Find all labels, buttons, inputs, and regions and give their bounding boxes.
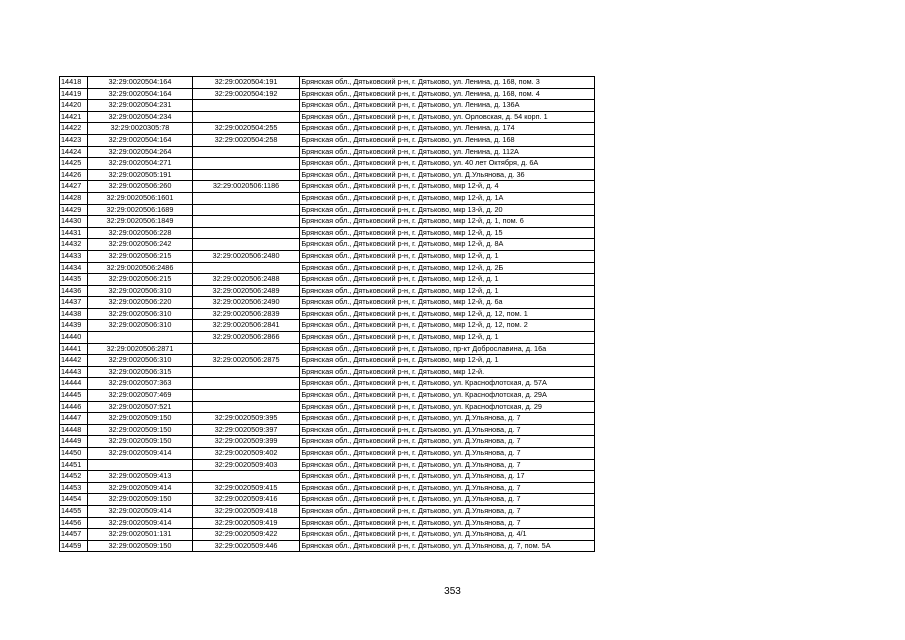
row-number-cell: 14424 [60, 146, 88, 158]
row-number-cell: 14432 [60, 239, 88, 251]
cadastral-number-cell: 32:29:0020506:1849 [88, 216, 193, 228]
table-row [60, 471, 595, 483]
address-cell: Брянская обл., Дятьковский р-н, г. Дятьково, ул. Краснофлотская, д. 29А [300, 390, 595, 402]
table-row [60, 204, 595, 216]
address-cell: Брянская обл., Дятьковский р-н, г. Дятьково, ул. Д.Ульянова, д. 7 [300, 413, 595, 425]
cadastral-number-cell: 32:29:0020506:215 [88, 274, 193, 286]
table-row [60, 239, 595, 251]
row-number-cell: 14427 [60, 181, 88, 193]
table-row [60, 529, 595, 541]
table-row [60, 505, 595, 517]
cadastral-number-cell: 32:29:0020506:242 [88, 239, 193, 251]
row-number-cell: 14419 [60, 88, 88, 100]
address-cell: Брянская обл., Дятьковский р-н, г. Дятьково, мкр 12-й, д. 15 [300, 227, 595, 239]
related-cadastral-number-cell: 32:29:0020506:2488 [192, 274, 300, 286]
address-cell: Брянская обл., Дятьковский р-н, г. Дятьково, мкр 12-й, д. 12, пом. 2 [300, 320, 595, 332]
related-cadastral-number-cell: 32:29:0020506:2490 [192, 297, 300, 309]
table-row [60, 227, 595, 239]
address-cell: Брянская обл., Дятьковский р-н, г. Дятьково, ул. Д.Ульянова, д. 7, пом. 5А [300, 540, 595, 552]
related-cadastral-number-cell [192, 343, 300, 355]
cadastral-number-cell: 32:29:0020506:310 [88, 308, 193, 320]
table-row [60, 424, 595, 436]
row-number-cell: 14442 [60, 355, 88, 367]
related-cadastral-number-cell: 32:29:0020506:2866 [192, 332, 300, 344]
table-row [60, 413, 595, 425]
related-cadastral-number-cell: 32:29:0020509:402 [192, 448, 300, 460]
address-cell: Брянская обл., Дятьковский р-н, г. Дятьково, ул. Д.Ульянова, д. 7 [300, 448, 595, 460]
records-table [59, 76, 595, 552]
row-number-cell: 14459 [60, 540, 88, 552]
table-row [60, 494, 595, 506]
cadastral-number-cell [88, 459, 193, 471]
address-cell: Брянская обл., Дятьковский р-н, г. Дятьково, ул. Д.Ульянова, д. 7 [300, 424, 595, 436]
related-cadastral-number-cell: 32:29:0020509:419 [192, 517, 300, 529]
related-cadastral-number-cell [192, 366, 300, 378]
related-cadastral-number-cell [192, 146, 300, 158]
row-number-cell: 14449 [60, 436, 88, 448]
cadastral-number-cell: 32:29:0020504:234 [88, 111, 193, 123]
table-row [60, 181, 595, 193]
cadastral-number-cell: 32:29:0020509:150 [88, 413, 193, 425]
table-row [60, 308, 595, 320]
row-number-cell: 14423 [60, 134, 88, 146]
address-cell: Брянская обл., Дятьковский р-н, г. Дятьково, ул. Д.Ульянова, д. 7 [300, 494, 595, 506]
row-number-cell: 14444 [60, 378, 88, 390]
address-cell: Брянская обл., Дятьковский р-н, г. Дятьково, мкр 12-й, д. 12, пом. 1 [300, 308, 595, 320]
address-cell: Брянская обл., Дятьковский р-н, г. Дятьково, ул. Ленина, д. 136А [300, 100, 595, 112]
row-number-cell: 14431 [60, 227, 88, 239]
row-number-cell: 14447 [60, 413, 88, 425]
cadastral-number-cell: 32:29:0020506:1601 [88, 192, 193, 204]
row-number-cell: 14434 [60, 262, 88, 274]
cadastral-number-cell: 32:29:0020506:220 [88, 297, 193, 309]
address-cell: Брянская обл., Дятьковский р-н, г. Дятьково, ул. Ленина, д. 168, пом. 4 [300, 88, 595, 100]
address-cell: Брянская обл., Дятьковский р-н, г. Дятьково, мкр 12-й, д. 1 [300, 250, 595, 262]
cadastral-number-cell: 32:29:0020506:2486 [88, 262, 193, 274]
cadastral-number-cell: 32:29:0020509:150 [88, 494, 193, 506]
related-cadastral-number-cell: 32:29:0020509:415 [192, 482, 300, 494]
address-cell: Брянская обл., Дятьковский р-н, г. Дятьково, пр-кт Доброславина, д. 16а [300, 343, 595, 355]
related-cadastral-number-cell: 32:29:0020509:397 [192, 424, 300, 436]
address-cell: Брянская обл., Дятьковский р-н, г. Дятьково, ул. Д.Ульянова, д. 7 [300, 459, 595, 471]
row-number-cell: 14436 [60, 285, 88, 297]
row-number-cell: 14453 [60, 482, 88, 494]
row-number-cell: 14440 [60, 332, 88, 344]
related-cadastral-number-cell [192, 401, 300, 413]
cadastral-number-cell [88, 332, 193, 344]
row-number-cell: 14456 [60, 517, 88, 529]
address-cell: Брянская обл., Дятьковский р-н, г. Дятьково, мкр 12-й, д. 1, пом. 6 [300, 216, 595, 228]
cadastral-number-cell: 32:29:0020506:260 [88, 181, 193, 193]
related-cadastral-number-cell [192, 262, 300, 274]
row-number-cell: 14443 [60, 366, 88, 378]
table-row [60, 517, 595, 529]
cadastral-number-cell: 32:29:0020504:231 [88, 100, 193, 112]
table-row [60, 285, 595, 297]
row-number-cell: 14437 [60, 297, 88, 309]
row-number-cell: 14451 [60, 459, 88, 471]
cadastral-number-cell: 32:29:0020506:310 [88, 320, 193, 332]
cadastral-number-cell: 32:29:0020509:150 [88, 540, 193, 552]
table-row [60, 274, 595, 286]
row-number-cell: 14418 [60, 77, 88, 89]
row-number-cell: 14441 [60, 343, 88, 355]
cadastral-number-cell: 32:29:0020504:164 [88, 88, 193, 100]
row-number-cell: 14454 [60, 494, 88, 506]
related-cadastral-number-cell [192, 216, 300, 228]
table-row [60, 459, 595, 471]
related-cadastral-number-cell: 32:29:0020504:192 [192, 88, 300, 100]
address-cell: Брянская обл., Дятьковский р-н, г. Дятьково, мкр 12-й, д. 4 [300, 181, 595, 193]
row-number-cell: 14450 [60, 448, 88, 460]
address-cell: Брянская обл., Дятьковский р-н, г. Дятьково, ул. Краснофлотская, д. 29 [300, 401, 595, 413]
table-row [60, 540, 595, 552]
related-cadastral-number-cell [192, 111, 300, 123]
related-cadastral-number-cell [192, 192, 300, 204]
table-row [60, 77, 595, 89]
table-row [60, 390, 595, 402]
table-row [60, 146, 595, 158]
related-cadastral-number-cell: 32:29:0020509:403 [192, 459, 300, 471]
address-cell: Брянская обл., Дятьковский р-н, г. Дятьково, ул. Ленина, д. 174 [300, 123, 595, 135]
related-cadastral-number-cell [192, 100, 300, 112]
address-cell: Брянская обл., Дятьковский р-н, г. Дятьково, мкр 12-й, д. 1 [300, 274, 595, 286]
cadastral-number-cell: 32:29:0020504:271 [88, 158, 193, 170]
table-row [60, 192, 595, 204]
row-number-cell: 14457 [60, 529, 88, 541]
row-number-cell: 14421 [60, 111, 88, 123]
related-cadastral-number-cell [192, 471, 300, 483]
cadastral-number-cell: 32:29:0020506:310 [88, 355, 193, 367]
cadastral-number-cell: 32:29:0020504:164 [88, 134, 193, 146]
table-row [60, 216, 595, 228]
address-cell: Брянская обл., Дятьковский р-н, г. Дятьково, ул. Д.Ульянова, д. 36 [300, 169, 595, 181]
address-cell: Брянская обл., Дятьковский р-н, г. Дятьково, ул. Краснофлотская, д. 57А [300, 378, 595, 390]
address-cell: Брянская обл., Дятьковский р-н, г. Дятьково, ул. Д.Ульянова, д. 7 [300, 482, 595, 494]
address-cell: Брянская обл., Дятьковский р-н, г. Дятьково, мкр 13-й, д. 20 [300, 204, 595, 216]
address-cell: Брянская обл., Дятьковский р-н, г. Дятьково, мкр 12-й, д. 6а [300, 297, 595, 309]
related-cadastral-number-cell: 32:29:0020506:2875 [192, 355, 300, 367]
related-cadastral-number-cell [192, 158, 300, 170]
related-cadastral-number-cell [192, 239, 300, 251]
row-number-cell: 14435 [60, 274, 88, 286]
table-row [60, 401, 595, 413]
related-cadastral-number-cell: 32:29:0020509:399 [192, 436, 300, 448]
table-row [60, 436, 595, 448]
row-number-cell: 14429 [60, 204, 88, 216]
table-row [60, 355, 595, 367]
address-cell: Брянская обл., Дятьковский р-н, г. Дятьково, ул. Д.Ульянова, д. 17 [300, 471, 595, 483]
related-cadastral-number-cell: 32:29:0020509:416 [192, 494, 300, 506]
table-row [60, 378, 595, 390]
related-cadastral-number-cell: 32:29:0020506:2489 [192, 285, 300, 297]
address-cell: Брянская обл., Дятьковский р-н, г. Дятьково, мкр 12-й. [300, 366, 595, 378]
table-row [60, 123, 595, 135]
row-number-cell: 14428 [60, 192, 88, 204]
table-row [60, 134, 595, 146]
cadastral-number-cell: 32:29:0020509:413 [88, 471, 193, 483]
related-cadastral-number-cell [192, 390, 300, 402]
row-number-cell: 14439 [60, 320, 88, 332]
related-cadastral-number-cell: 32:29:0020504:255 [192, 123, 300, 135]
cadastral-number-cell: 32:29:0020506:315 [88, 366, 193, 378]
address-cell: Брянская обл., Дятьковский р-н, г. Дятьково, ул. Ленина, д. 168 [300, 134, 595, 146]
row-number-cell: 14426 [60, 169, 88, 181]
cadastral-number-cell: 32:29:0020509:414 [88, 448, 193, 460]
cadastral-number-cell: 32:29:0020509:414 [88, 482, 193, 494]
related-cadastral-number-cell [192, 169, 300, 181]
row-number-cell: 14446 [60, 401, 88, 413]
cadastral-number-cell: 32:29:0020506:215 [88, 250, 193, 262]
table-row [60, 448, 595, 460]
records-table-body [60, 77, 595, 552]
related-cadastral-number-cell: 32:29:0020504:191 [192, 77, 300, 89]
address-cell: Брянская обл., Дятьковский р-н, г. Дятьково, ул. Д.Ульянова, д. 4/1 [300, 529, 595, 541]
cadastral-number-cell: 32:29:0020509:150 [88, 436, 193, 448]
related-cadastral-number-cell [192, 378, 300, 390]
table-row [60, 320, 595, 332]
related-cadastral-number-cell: 32:29:0020509:395 [192, 413, 300, 425]
related-cadastral-number-cell: 32:29:0020509:422 [192, 529, 300, 541]
address-cell: Брянская обл., Дятьковский р-н, г. Дятьково, мкр 12-й, д. 1 [300, 355, 595, 367]
table-row [60, 88, 595, 100]
address-cell: Брянская обл., Дятьковский р-н, г. Дятьково, мкр 12-й, д. 8А [300, 239, 595, 251]
cadastral-number-cell: 32:29:0020507:521 [88, 401, 193, 413]
related-cadastral-number-cell: 32:29:0020506:2839 [192, 308, 300, 320]
row-number-cell: 14445 [60, 390, 88, 402]
table-row [60, 158, 595, 170]
row-number-cell: 14455 [60, 505, 88, 517]
cadastral-number-cell: 32:29:0020501:131 [88, 529, 193, 541]
related-cadastral-number-cell [192, 227, 300, 239]
related-cadastral-number-cell: 32:29:0020509:446 [192, 540, 300, 552]
cadastral-number-cell: 32:29:0020506:2871 [88, 343, 193, 355]
related-cadastral-number-cell [192, 204, 300, 216]
address-cell: Брянская обл., Дятьковский р-н, г. Дятьково, мкр 12-й, д. 1 [300, 285, 595, 297]
table-row [60, 366, 595, 378]
related-cadastral-number-cell: 32:29:0020506:2480 [192, 250, 300, 262]
address-cell: Брянская обл., Дятьковский р-н, г. Дятьково, ул. Орловская, д. 54 корп. 1 [300, 111, 595, 123]
cadastral-number-cell: 32:29:0020506:228 [88, 227, 193, 239]
cadastral-number-cell: 32:29:0020509:150 [88, 424, 193, 436]
row-number-cell: 14422 [60, 123, 88, 135]
row-number-cell: 14438 [60, 308, 88, 320]
cadastral-number-cell: 32:29:0020505:191 [88, 169, 193, 181]
address-cell: Брянская обл., Дятьковский р-н, г. Дятьково, ул. Д.Ульянова, д. 7 [300, 517, 595, 529]
address-cell: Брянская обл., Дятьковский р-н, г. Дятьково, ул. Ленина, д. 168, пом. 3 [300, 77, 595, 89]
cadastral-number-cell: 32:29:0020305:78 [88, 123, 193, 135]
cadastral-number-cell: 32:29:0020506:1689 [88, 204, 193, 216]
table-row [60, 332, 595, 344]
cadastral-number-cell: 32:29:0020504:264 [88, 146, 193, 158]
cadastral-number-cell: 32:29:0020504:164 [88, 77, 193, 89]
cadastral-number-cell: 32:29:0020509:414 [88, 505, 193, 517]
address-cell: Брянская обл., Дятьковский р-н, г. Дятьково, мкр 12-й, д. 1 [300, 332, 595, 344]
address-cell: Брянская обл., Дятьковский р-н, г. Дятьково, мкр 12-й, д. 2Б [300, 262, 595, 274]
table-row [60, 262, 595, 274]
row-number-cell: 14433 [60, 250, 88, 262]
row-number-cell: 14452 [60, 471, 88, 483]
table-row [60, 482, 595, 494]
address-cell: Брянская обл., Дятьковский р-н, г. Дятьково, ул. 40 лет Октября, д. 6А [300, 158, 595, 170]
row-number-cell: 14425 [60, 158, 88, 170]
related-cadastral-number-cell: 32:29:0020509:418 [192, 505, 300, 517]
related-cadastral-number-cell: 32:29:0020506:2841 [192, 320, 300, 332]
cadastral-number-cell: 32:29:0020509:414 [88, 517, 193, 529]
page-number: 353 [444, 586, 461, 597]
table-row [60, 250, 595, 262]
address-cell: Брянская обл., Дятьковский р-н, г. Дятьково, мкр 12-й, д. 1А [300, 192, 595, 204]
table-row [60, 297, 595, 309]
row-number-cell: 14448 [60, 424, 88, 436]
related-cadastral-number-cell: 32:29:0020506:1186 [192, 181, 300, 193]
cadastral-number-cell: 32:29:0020507:363 [88, 378, 193, 390]
address-cell: Брянская обл., Дятьковский р-н, г. Дятьково, ул. Д.Ульянова, д. 7 [300, 436, 595, 448]
cadastral-number-cell: 32:29:0020507:469 [88, 390, 193, 402]
address-cell: Брянская обл., Дятьковский р-н, г. Дятьково, ул. Ленина, д. 112А [300, 146, 595, 158]
table-row [60, 100, 595, 112]
cadastral-number-cell: 32:29:0020506:310 [88, 285, 193, 297]
table-row [60, 169, 595, 181]
address-cell: Брянская обл., Дятьковский р-н, г. Дятьково, ул. Д.Ульянова, д. 7 [300, 505, 595, 517]
row-number-cell: 14420 [60, 100, 88, 112]
row-number-cell: 14430 [60, 216, 88, 228]
table-row [60, 111, 595, 123]
table-row [60, 343, 595, 355]
related-cadastral-number-cell: 32:29:0020504:258 [192, 134, 300, 146]
